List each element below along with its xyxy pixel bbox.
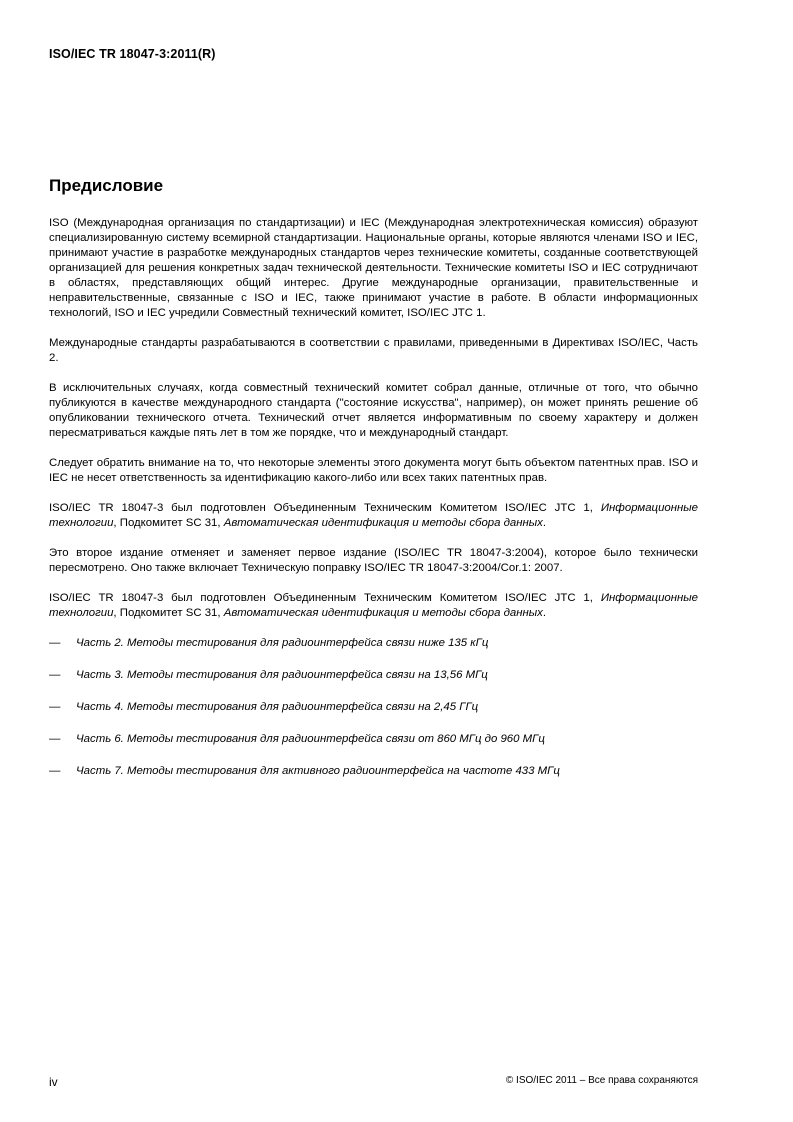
- list-item-part-6: [49, 732, 698, 747]
- prepared-italic-b: Автоматическая идентификация и методы сбора данных: [223, 517, 543, 529]
- list-dash: —: [49, 701, 61, 713]
- list-item-text: Часть 3. Методы тестирования для радиоинтерфейса связи на 13,56 МГц: [76, 669, 488, 681]
- section-title: Предисловие: [49, 176, 164, 195]
- list-dash: —: [49, 733, 61, 745]
- paragraph-prepared-by-repeat: [49, 591, 698, 621]
- paragraph-directives: Международные стандарты разрабатываются в соответствии с правилами, приведенными в Директивах ISO/IEC, Часть 2.: [49, 337, 698, 364]
- list-item-part-3: [49, 668, 698, 683]
- paragraph-prepared-by: [49, 501, 698, 531]
- paragraph-iso-iec-overview: ISO (Международная организация по стандартизации) и IEC (Международная электротехническая комиссия) образуют специализированную систему всемирной стандартизации. Национальные органы, которые являются членами ISO и IEC, принимают участие в разработке международных стандартов через технические комитеты, созданные соответствующей организацией для решения конкретных задач технической деятельности. Технические комитеты ISO и IEC сотрудничают в областях, представляющих общий интерес. Другие международные организации, правительственные и неправительственные, связанные с ISO и IEC, также принимают участие в работе. В области информационных технологий, ISO и IEC учредили Совместный технический комитет, ISO/IEC JTC 1.: [49, 217, 698, 319]
- list-item-part-4: [49, 700, 698, 715]
- list-item-part-7: [49, 764, 698, 779]
- list-item-text: Часть 6. Методы тестирования для радиоинтерфейса связи от 860 МГц до 960 МГц: [76, 733, 545, 745]
- page-number: iv: [49, 1075, 58, 1089]
- prepared-italic-b: Автоматическая идентификация и методы сбора данных: [223, 607, 543, 619]
- prepared-text-a: ISO/IEC TR 18047-3 был подготовлен Объединенным Техническим Комитетом ISO/IEC JTC 1,: [49, 592, 601, 604]
- list-item-text: Часть 7. Методы тестирования для активного радиоинтерфейса на частоте 433 МГц: [76, 765, 560, 777]
- paragraph-edition-note: Это второе издание отменяет и заменяет первое издание (ISO/IEC TR 18047-3:2004), которое было технически пересмотрено. Оно также включает Техническую поправку ISO/IEC TR 18047-3:2004/Cor.1: 2007.: [49, 547, 698, 574]
- page-footer: [49, 1075, 698, 1089]
- prepared-text-c: .: [542, 607, 547, 619]
- prepared-text-c: .: [542, 517, 547, 529]
- list-item-text: Часть 2. Методы тестирования для радиоинтерфейса связи ниже 135 кГц: [76, 637, 489, 649]
- paragraph-patent-rights: Следует обратить внимание на то, что некоторые элементы этого документа могут быть объектом патентных прав. ISO и IEC не несет ответственность за идентификацию какого-либо или всех таких патентных прав.: [49, 457, 698, 484]
- paragraph-technical-report: В исключительных случаях, когда совместный технический комитет собрал данные, отличные от того, что обычно публикуются в качестве международного стандарта ("состояние искусства", например), он может принять решение об опубликовании технического отчета. Технический отчет является информативным по своему характеру и должен пересматриваться каждые пять лет в том же порядке, что и международный стандарт.: [49, 382, 698, 439]
- document-identifier: ISO/IEC TR 18047-3:2011(R): [49, 47, 216, 61]
- list-item-part-2: [49, 636, 698, 651]
- list-dash: —: [49, 669, 61, 681]
- prepared-text-b: , Подкомитет SC 31,: [113, 607, 224, 619]
- prepared-text-a: ISO/IEC TR 18047-3 был подготовлен Объединенным Техническим Комитетом ISO/IEC JTC 1,: [49, 502, 601, 514]
- prepared-italic-a: Информационные технологии: [49, 592, 698, 619]
- foreword-body: [49, 216, 698, 796]
- prepared-text-b: , Подкомитет SC 31,: [113, 517, 224, 529]
- list-dash: —: [49, 765, 61, 777]
- prepared-italic-a: Информационные технологии: [49, 502, 698, 529]
- list-item-text: Часть 4. Методы тестирования для радиоинтерфейса связи на 2,45 ГГц: [76, 701, 479, 713]
- list-dash: —: [49, 637, 61, 649]
- copyright-notice: © ISO/IEC 2011 – Все права сохраняются: [505, 1075, 698, 1086]
